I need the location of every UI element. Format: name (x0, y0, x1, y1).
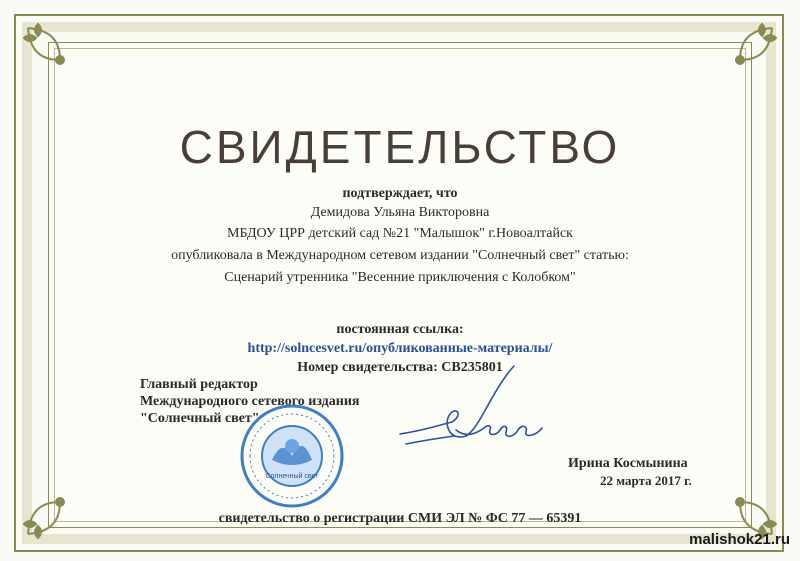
seal-text: Солнечный свет (265, 473, 319, 480)
corner-ornament-icon (20, 20, 90, 90)
recipient-name: Демидова Ульяна Викторовна (310, 205, 490, 220)
published-text: опубликовала в Международном сетевом издании "Солнечный свет" статью: (171, 248, 629, 263)
issue-date: 22 марта 2017 г. (600, 473, 692, 488)
round-seal (238, 402, 346, 510)
corner-ornament-icon (710, 20, 780, 90)
certificate-title: СВИДЕТЕЛЬСТВО (179, 121, 621, 173)
handwritten-signature (396, 360, 546, 470)
permalink-label: постоянная ссылка: (336, 322, 464, 337)
editor-line: Главный редактор (140, 377, 258, 392)
site-watermark: malishok21.ru (689, 531, 790, 548)
permalink-link[interactable]: http://solncesvet.ru/опубликованные-материалы/ (247, 341, 553, 356)
editor-line: Международного сетевого издания (140, 394, 360, 409)
corner-ornament-icon (20, 472, 90, 542)
certificate-number: Номер свидетельства: СВ235801 (297, 360, 503, 375)
article-title: Сценарий утренника "Весенние приключения с Колобком" (224, 270, 576, 285)
signer-name: Ирина Космынина (568, 456, 688, 471)
confirms-text: подтверждает, что (342, 186, 458, 201)
organization-name: МБДОУ ЦРР детский сад №21 "Малышок" г.Новоалтайск (227, 226, 573, 241)
registration-text: свидетельство о регистрации СМИ ЭЛ № ФС 77 — 65391 (218, 511, 582, 526)
editor-line: "Солнечный свет" (140, 411, 260, 426)
